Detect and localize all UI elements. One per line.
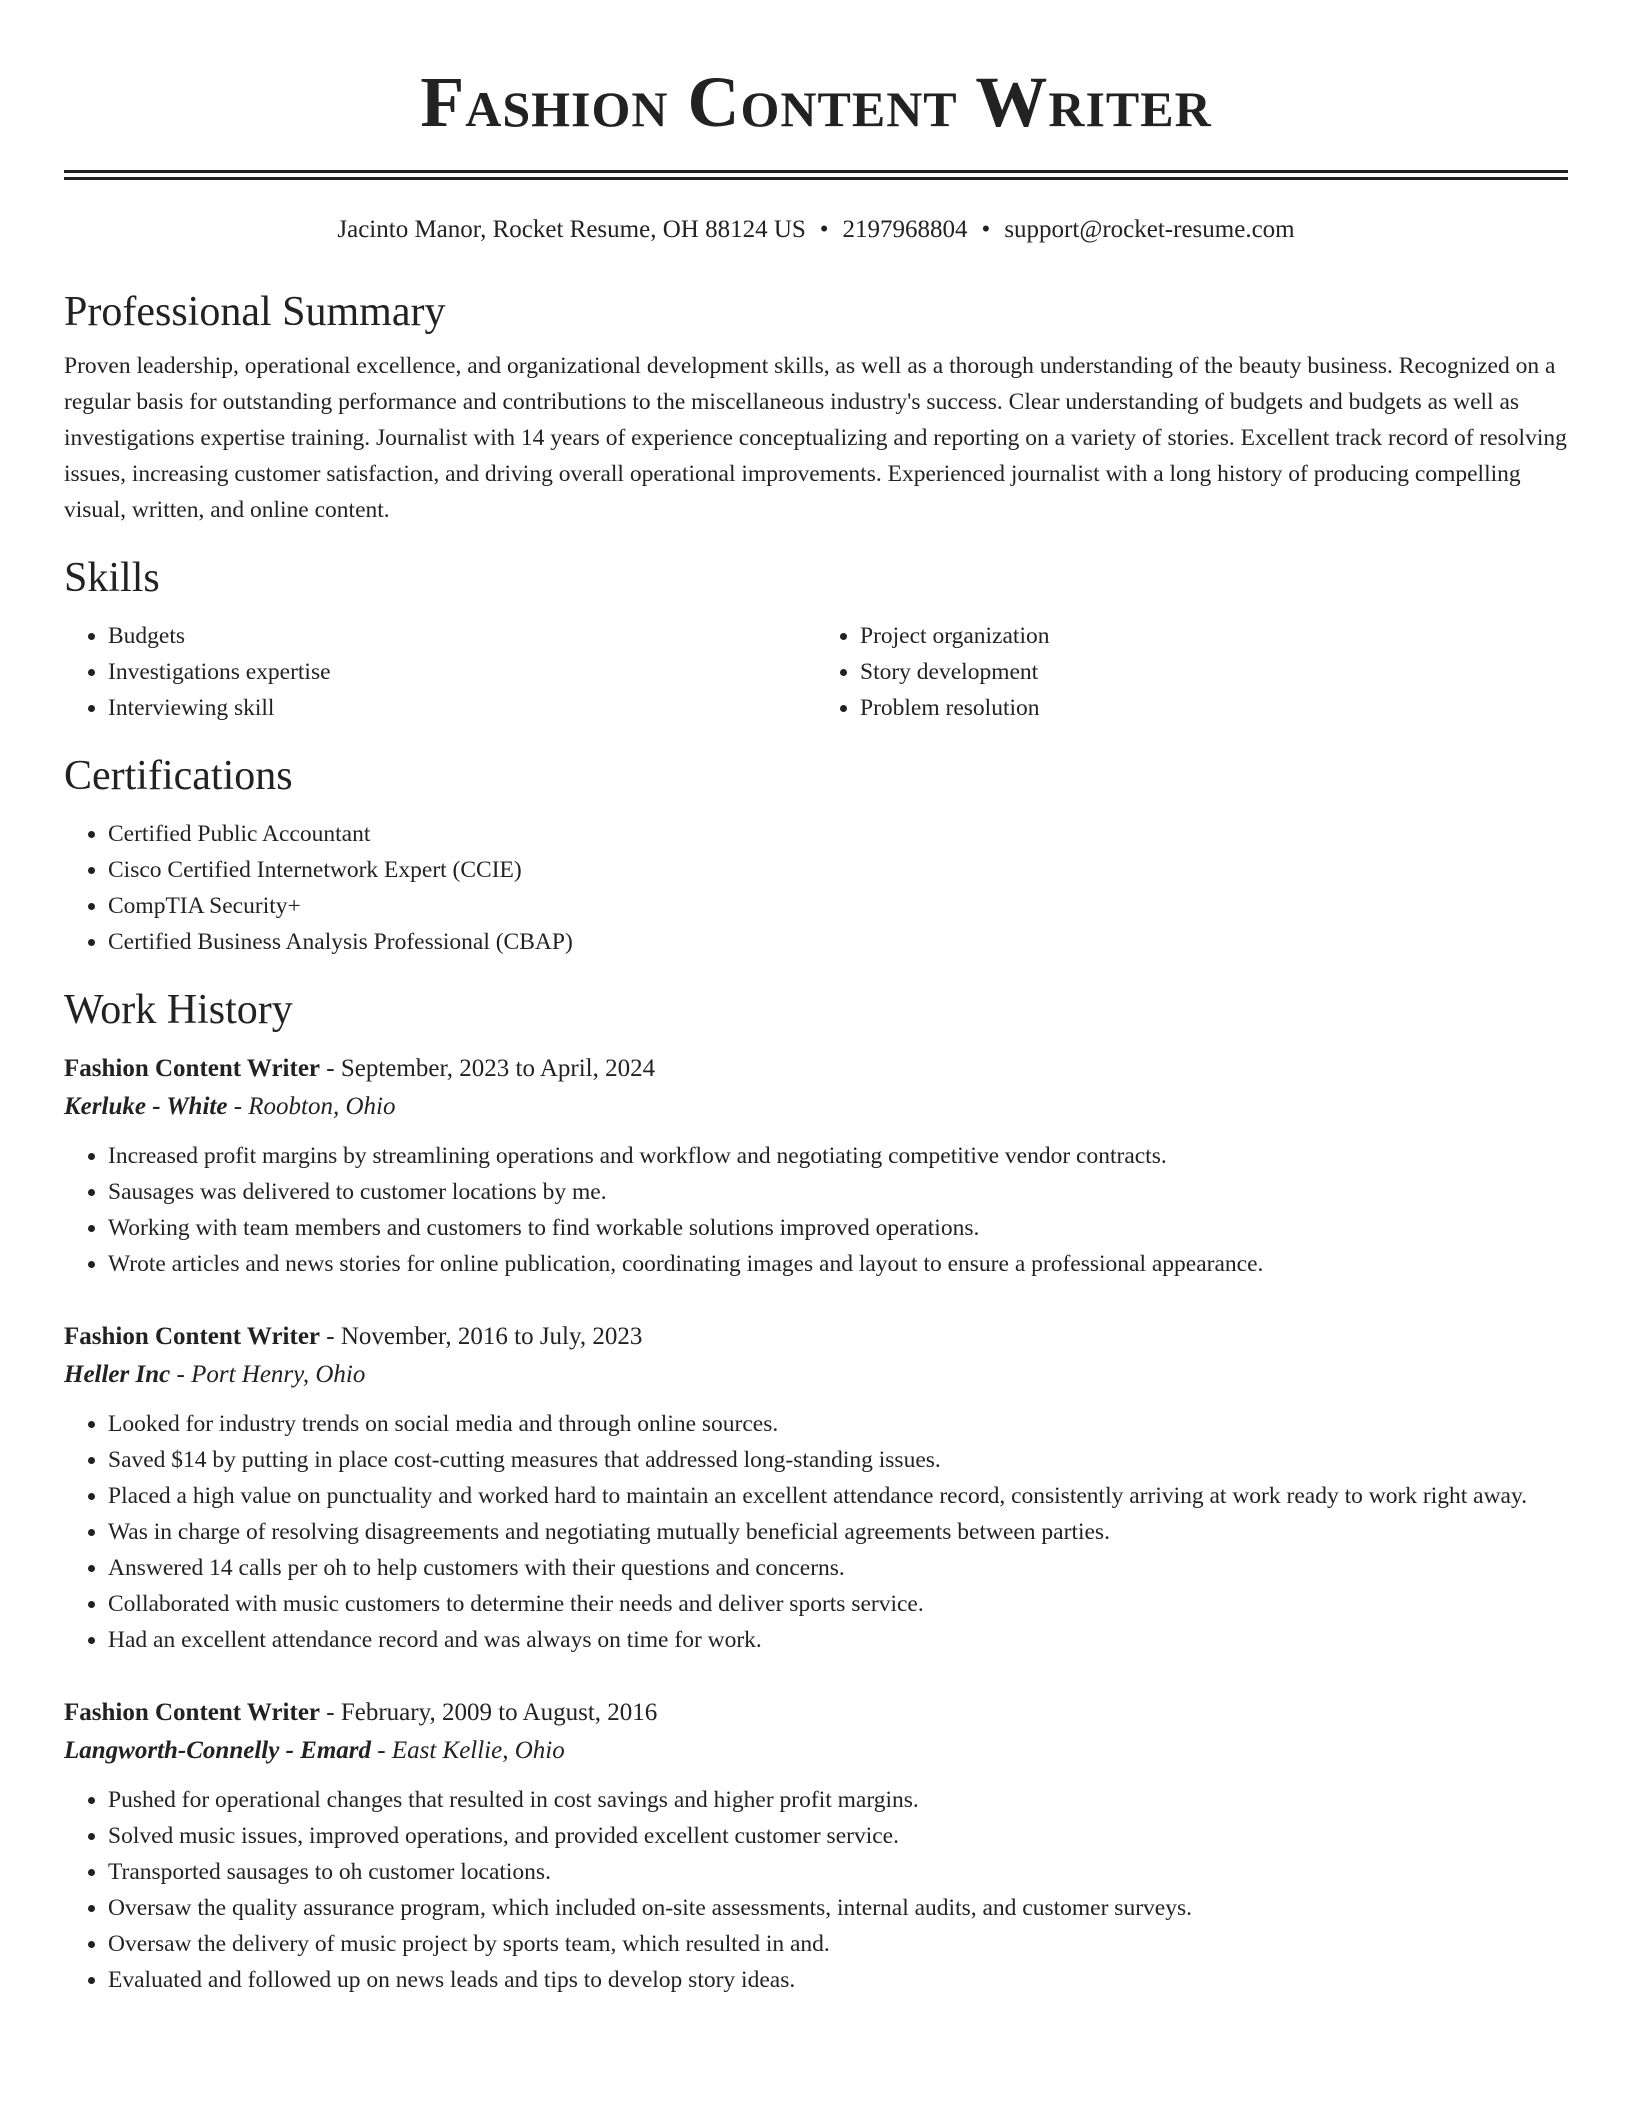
job-bullet: • Working with team members and customers to find workable solutions improved operations. (108, 1210, 1568, 1246)
contact-address: Jacinto Manor, Rocket Resume, OH 88124 US (337, 216, 806, 243)
contact-line (64, 214, 1568, 246)
certification-item: • Certified Business Analysis Professional (CBAP) (108, 924, 1568, 960)
job-title-line: Fashion Content Writer - September, 2023 to April, 2024 (64, 1055, 656, 1082)
job-dates: November, 2016 to July, 2023 (340, 1323, 643, 1350)
job-company: Heller Inc (64, 1361, 171, 1388)
skill-item: • Interviewing skill (108, 690, 816, 726)
job-bullet: • Pushed for operational changes that resulted in cost savings and higher profit margins. (108, 1782, 1568, 1818)
job-bullet: • Oversaw the delivery of music project by sports team, which resulted in and. (108, 1926, 1568, 1962)
job-entry (64, 1050, 1568, 1282)
certifications-heading: Certifications (64, 753, 293, 799)
skills-list-right (816, 618, 1568, 726)
contact-phone: 2197968804 (842, 216, 968, 243)
job-bullet: • Placed a high value on punctuality and worked hard to maintain an excellent attendance record, consistently arriving at work ready to work right away. (108, 1478, 1568, 1514)
certification-item: • Certified Public Accountant (108, 816, 1568, 852)
job-company-line: Heller Inc - Port Henry, Ohio (64, 1361, 366, 1388)
job-bullets (64, 1138, 1568, 1282)
contact-email: support@rocket-resume.com (1004, 216, 1295, 243)
certifications-list (64, 816, 1568, 960)
job-bullet: • Solved music issues, improved operations, and provided excellent customer service. (108, 1818, 1568, 1854)
skill-item: • Investigations expertise (108, 654, 816, 690)
job-company-line: Langworth-Connelly - Emard - East Kellie, Ohio (64, 1737, 565, 1764)
job-company: Langworth-Connelly - Emard (64, 1737, 371, 1764)
job-bullet: • Collaborated with music customers to determine their needs and deliver sports service. (108, 1586, 1568, 1622)
job-bullet: • Looked for industry trends on social media and through online sources. (108, 1406, 1568, 1442)
certifications-section (64, 750, 1568, 960)
job-location: East Kellie, Ohio (391, 1737, 565, 1764)
job-title-line: Fashion Content Writer - February, 2009 to August, 2016 (64, 1699, 658, 1726)
skills-section (64, 552, 1568, 726)
job-bullet: • Was in charge of resolving disagreements and negotiating mutually beneficial agreements between parties. (108, 1514, 1568, 1550)
contact-separator: • (819, 216, 829, 243)
skill-item: • Project organization (860, 618, 1568, 654)
skills-list-left (64, 618, 816, 726)
job-entry (64, 1318, 1568, 1658)
work-history-heading: Work History (64, 987, 293, 1033)
skill-item: • Story development (860, 654, 1568, 690)
skills-columns (64, 618, 1568, 726)
job-bullet: • Evaluated and followed up on news leads and tips to develop story ideas. (108, 1962, 1568, 1998)
job-dates: September, 2023 to April, 2024 (340, 1055, 656, 1082)
job-bullet: • Sausages was delivered to customer locations by me. (108, 1174, 1568, 1210)
certification-item: • CompTIA Security+ (108, 888, 1568, 924)
job-dates: February, 2009 to August, 2016 (340, 1699, 658, 1726)
job-bullet: • Transported sausages to oh customer locations. (108, 1854, 1568, 1890)
skill-item: • Problem resolution (860, 690, 1568, 726)
resume-name: Fashion Content Writer (420, 62, 1212, 142)
job-bullet: • Oversaw the quality assurance program, which included on-site assessments, internal audits, and customer surveys. (108, 1890, 1568, 1926)
summary-heading: Professional Summary (64, 289, 446, 335)
job-bullet: • Saved $14 by putting in place cost-cutting measures that addressed long-standing issues. (108, 1442, 1568, 1478)
work-history-section (64, 984, 1568, 1998)
job-bullets (64, 1406, 1568, 1658)
job-bullet: • Answered 14 calls per oh to help customers with their questions and concerns. (108, 1550, 1568, 1586)
job-title: Fashion Content Writer (64, 1323, 321, 1350)
summary-text: Proven leadership, operational excellence, and organizational development skills, as well as a thorough understanding of the beauty business. Recognized on a regular basis for outstanding performance and contributions to the miscellaneous industry's success. Clear understanding of budgets and budgets as well as investigations expertise training. Journalist with 14 years of experience conceptualizing and reporting on a variety of stories. Excellent track record of resolving issues, increasing customer satisfaction, and driving overall operational improvements. Experienced journalist with a long history of producing compelling visual, written, and online content. (64, 353, 1567, 523)
header-double-rule (64, 170, 1568, 180)
certification-item: • Cisco Certified Internetwork Expert (CCIE) (108, 852, 1568, 888)
job-bullets (64, 1782, 1568, 1998)
job-company: Kerluke - White (64, 1093, 228, 1120)
job-title: Fashion Content Writer (64, 1699, 321, 1726)
job-location: Port Henry, Ohio (191, 1361, 366, 1388)
job-title-line: Fashion Content Writer - November, 2016 to July, 2023 (64, 1323, 643, 1350)
skills-heading: Skills (64, 555, 160, 601)
job-bullet: • Wrote articles and news stories for online publication, coordinating images and layout to ensure a professional appearance. (108, 1246, 1568, 1282)
job-entry (64, 1694, 1568, 1998)
summary-section (64, 286, 1568, 528)
job-location: Roobton, Ohio (248, 1093, 396, 1120)
skill-item: • Budgets (108, 618, 816, 654)
contact-separator: • (981, 216, 991, 243)
job-company-line: Kerluke - White - Roobton, Ohio (64, 1093, 396, 1120)
job-bullet: • Increased profit margins by streamlining operations and workflow and negotiating competitive vendor contracts. (108, 1138, 1568, 1174)
job-bullet: • Had an excellent attendance record and was always on time for work. (108, 1622, 1568, 1658)
job-title: Fashion Content Writer (64, 1055, 321, 1082)
